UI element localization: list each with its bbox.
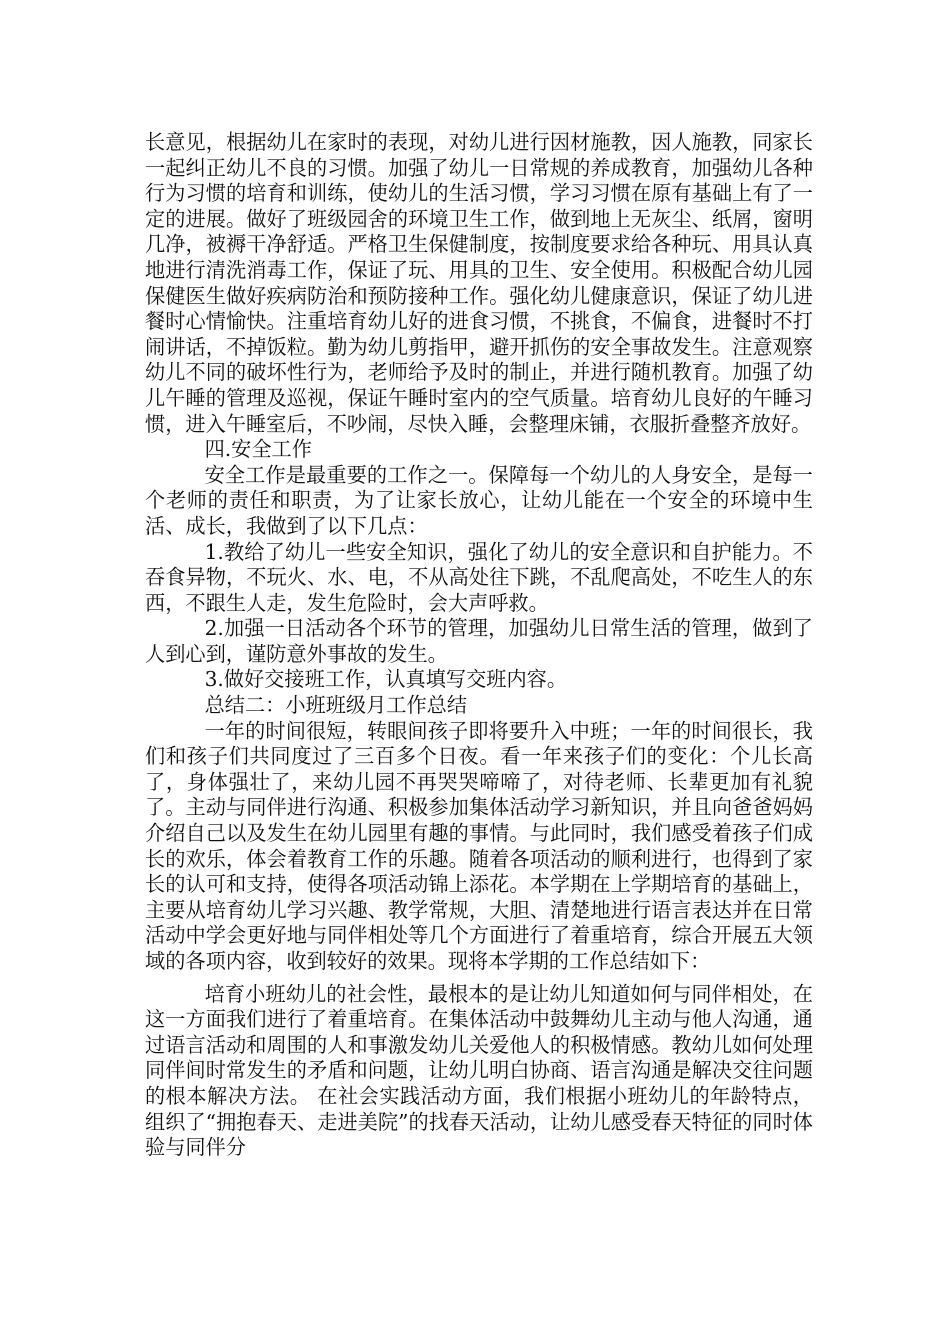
document-page bbox=[145, 130, 813, 1161]
section-heading-safety: 四.安全工作 bbox=[204, 437, 312, 462]
paragraph-safety-intro: 安全工作是最重要的工作之一。保障每一个幼儿的人身安全，是每一个老师的责任和职责，为了让家长放心，让幼儿能在一个安全的环境中生活、成长，我做到了以下几点： bbox=[145, 462, 813, 538]
paragraph-social-development: 培育小班幼儿的社会性，最根本的是让幼儿知道如何与同伴相处，在这一方面我们进行了着重培育。在集体活动中鼓舞幼儿主动与他人沟通，通过语言活动和周围的人和事激发幼儿关爱他人的积极情感。教幼儿如何处理同伴间时常发生的矛盾和问题，让幼儿明白协商、语言沟通是解决交往问题的根本解决方法。 在社会实践活动方面，我们根据小班幼儿的年龄特点，组织了“拥抱春天、走进美院”的找春天活动，让幼儿感受春天特征的同时体验与同伴分 bbox=[145, 981, 813, 1160]
section-heading-summary-two: 总结二：小班班级月工作总结 bbox=[204, 693, 468, 718]
list-item-safety-2: 2.加强一日活动各个环节的管理，加强幼儿日常生活的管理，做到了人到心到，谨防意外事故的发生。 bbox=[145, 616, 813, 666]
paragraph-summary-intro: 一年的时间很短，转眼间孩子即将要升入中班；一年的时间很长，我们和孩子们共同度过了三百多个日夜。看一年来孩子们的变化：个儿长高了，身体强壮了，来幼儿园不再哭哭啼啼了，对待老师、长辈更加有礼貌了。主动与同伴进行沟通、积极参加集体活动学习新知识，并且向爸爸妈妈介绍自己以及发生在幼儿园里有趣的事情。与此同时，我们感受着孩子们成长的欢乐，体会着教育工作的乐趣。随着各项活动的顺利进行，也得到了家长的认可和支持，使得各项活动锦上添花。本学期在上学期培育的基础上，主要从培育幼儿学习兴趣、教学常规，大胆、清楚地进行语言表达并在日常活动中学会更好地与同伴相处等几个方面进行了着重培育，综合开展五大领域的各项内容，收到较好的效果。现将本学期的工作总结如下： bbox=[145, 718, 813, 973]
paragraph-health-routines: 长意见，根据幼儿在家时的表现，对幼儿进行因材施教，因人施教，同家长一起纠正幼儿不良的习惯。加强了幼儿一日常规的养成教育，加强幼儿各种行为习惯的培育和训练，使幼儿的生活习惯，学习习惯在原有基础上有了一定的进展。做好了班级园舍的环境卫生工作，做到地上无灰尘、纸屑，窗明几净，被褥干净舒适。严格卫生保健制度，按制度要求给各种玩、用具认真地进行清洗消毒工作，保证了玩、用具的卫生、安全使用。积极配合幼儿园保健医生做好疾病防治和预防接种工作。强化幼儿健康意识，保证了幼儿进餐时心情愉快。注重培育幼儿好的进食习惯，不挑食，不偏食，进餐时不打闹讲话，不掉饭粒。勤为幼儿剪指甲，避开抓伤的安全事故发生。注意观察幼儿不同的破坏性行为，老师给予及时的制止，并进行随机教育。加强了幼儿午睡的管理及巡视，保证午睡时室内的空气质量。培育幼儿良好的午睡习惯，进入午睡室后，不吵闹，尽快入睡，会整理床铺，衣服折叠整齐放好。 bbox=[145, 130, 813, 436]
list-item-safety-3: 3.做好交接班工作，认真填写交班内容。 bbox=[204, 667, 568, 692]
list-item-safety-1: 1.教给了幼儿一些安全知识，强化了幼儿的安全意识和自护能力。不吞食异物，不玩火、水、电，不从高处往下跳，不乱爬高处，不吃生人的东西，不跟生人走，发生危险时，会大声呼救。 bbox=[145, 539, 813, 615]
